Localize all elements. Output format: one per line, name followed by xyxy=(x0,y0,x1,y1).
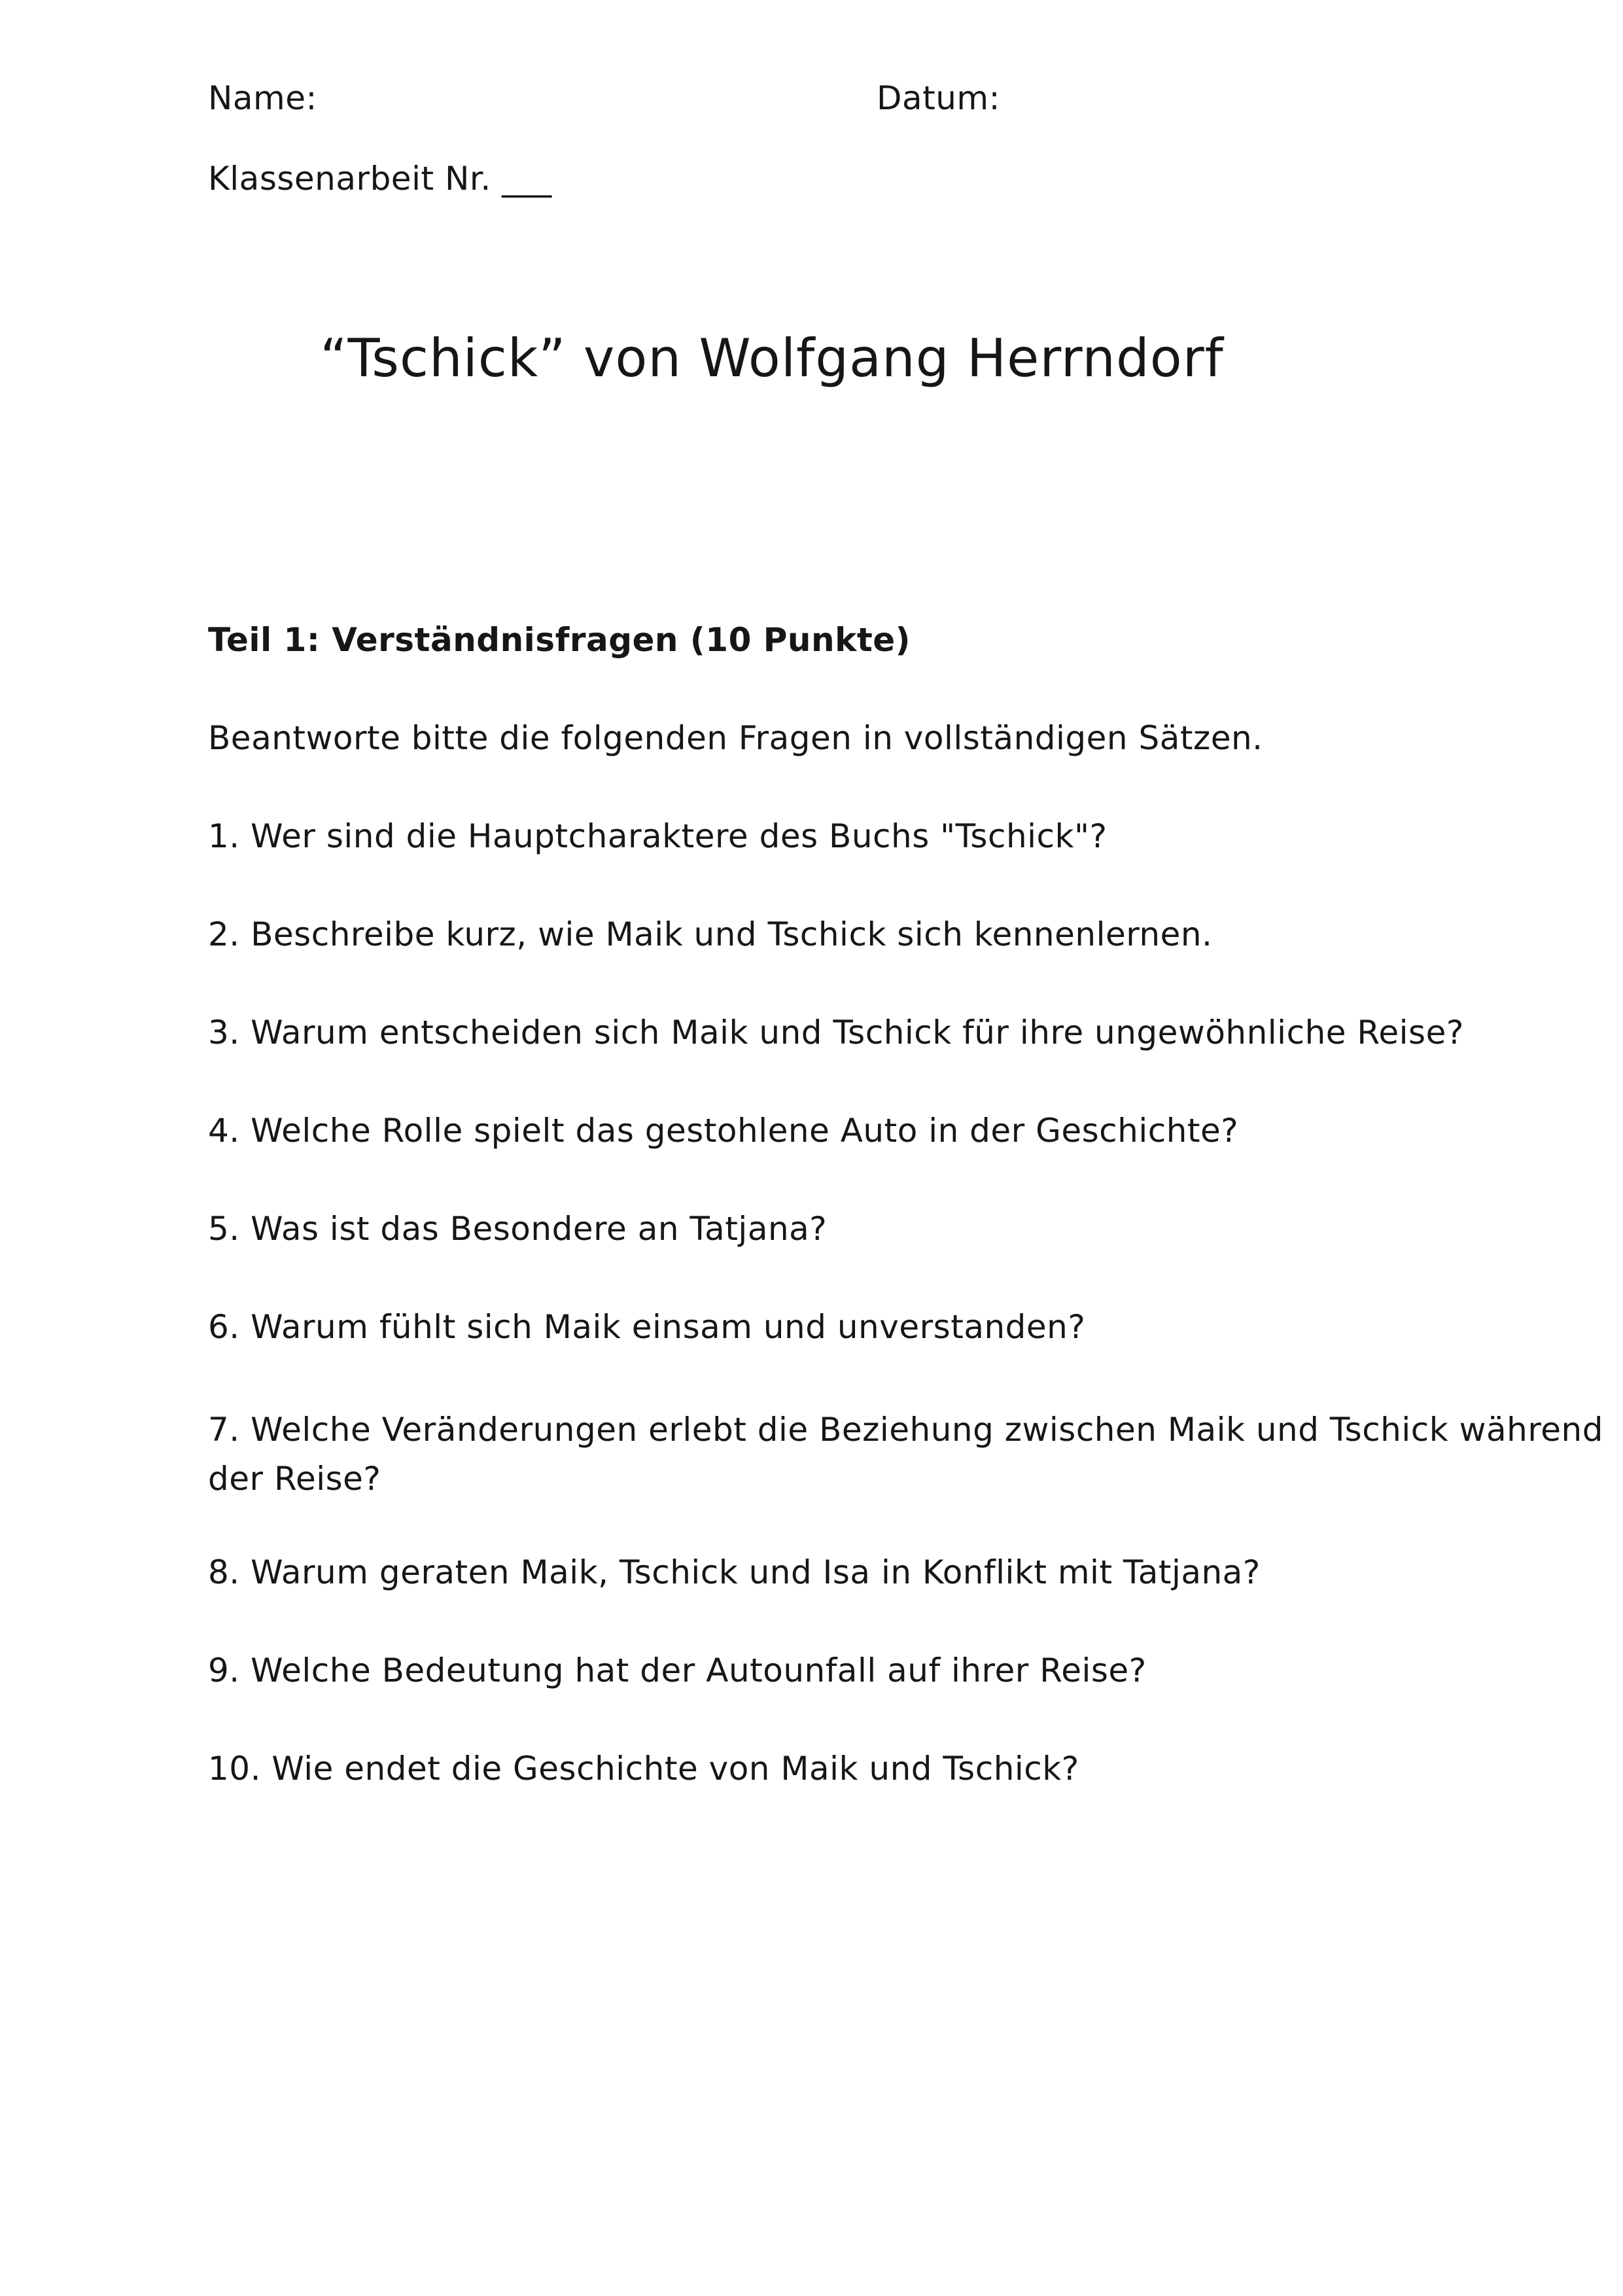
question-1: 1. Wer sind die Hauptcharaktere des Buchs "Tschick"? xyxy=(208,817,1108,855)
document-title: “Tschick” von Wolfgang Herrndorf xyxy=(320,328,1224,389)
exam-number-label: Klassenarbeit Nr. ___ xyxy=(208,160,552,198)
question-4: 4. Welche Rolle spielt das gestohlene Auto in der Geschichte? xyxy=(208,1112,1239,1150)
question-2: 2. Beschreibe kurz, wie Maik und Tschick sich kennenlernen. xyxy=(208,915,1213,953)
date-label: Datum: xyxy=(877,79,1000,117)
question-5: 5. Was ist das Besondere an Tatjana? xyxy=(208,1210,828,1248)
question-7: 7. Welche Veränderungen erlebt die Beziehung zwischen Maik und Tschick während der Reise? xyxy=(208,1411,1603,1498)
instruction-text: Beantworte bitte die folgenden Fragen in vollständigen Sätzen. xyxy=(208,719,1263,757)
question-9: 9. Welche Bedeutung hat der Autounfall auf ihrer Reise? xyxy=(208,1651,1147,1689)
question-10: 10. Wie endet die Geschichte von Maik und Tschick? xyxy=(208,1750,1079,1788)
question-6: 6. Warum fühlt sich Maik einsam und unverstanden? xyxy=(208,1308,1086,1346)
question-3: 3. Warum entscheiden sich Maik und Tschick für ihre ungewöhnliche Reise? xyxy=(208,1014,1464,1051)
name-label: Name: xyxy=(208,79,317,117)
section-heading: Teil 1: Verständnisfragen (10 Punkte) xyxy=(208,621,911,659)
question-8: 8. Warum geraten Maik, Tschick und Isa in Konflikt mit Tatjana? xyxy=(208,1553,1261,1591)
